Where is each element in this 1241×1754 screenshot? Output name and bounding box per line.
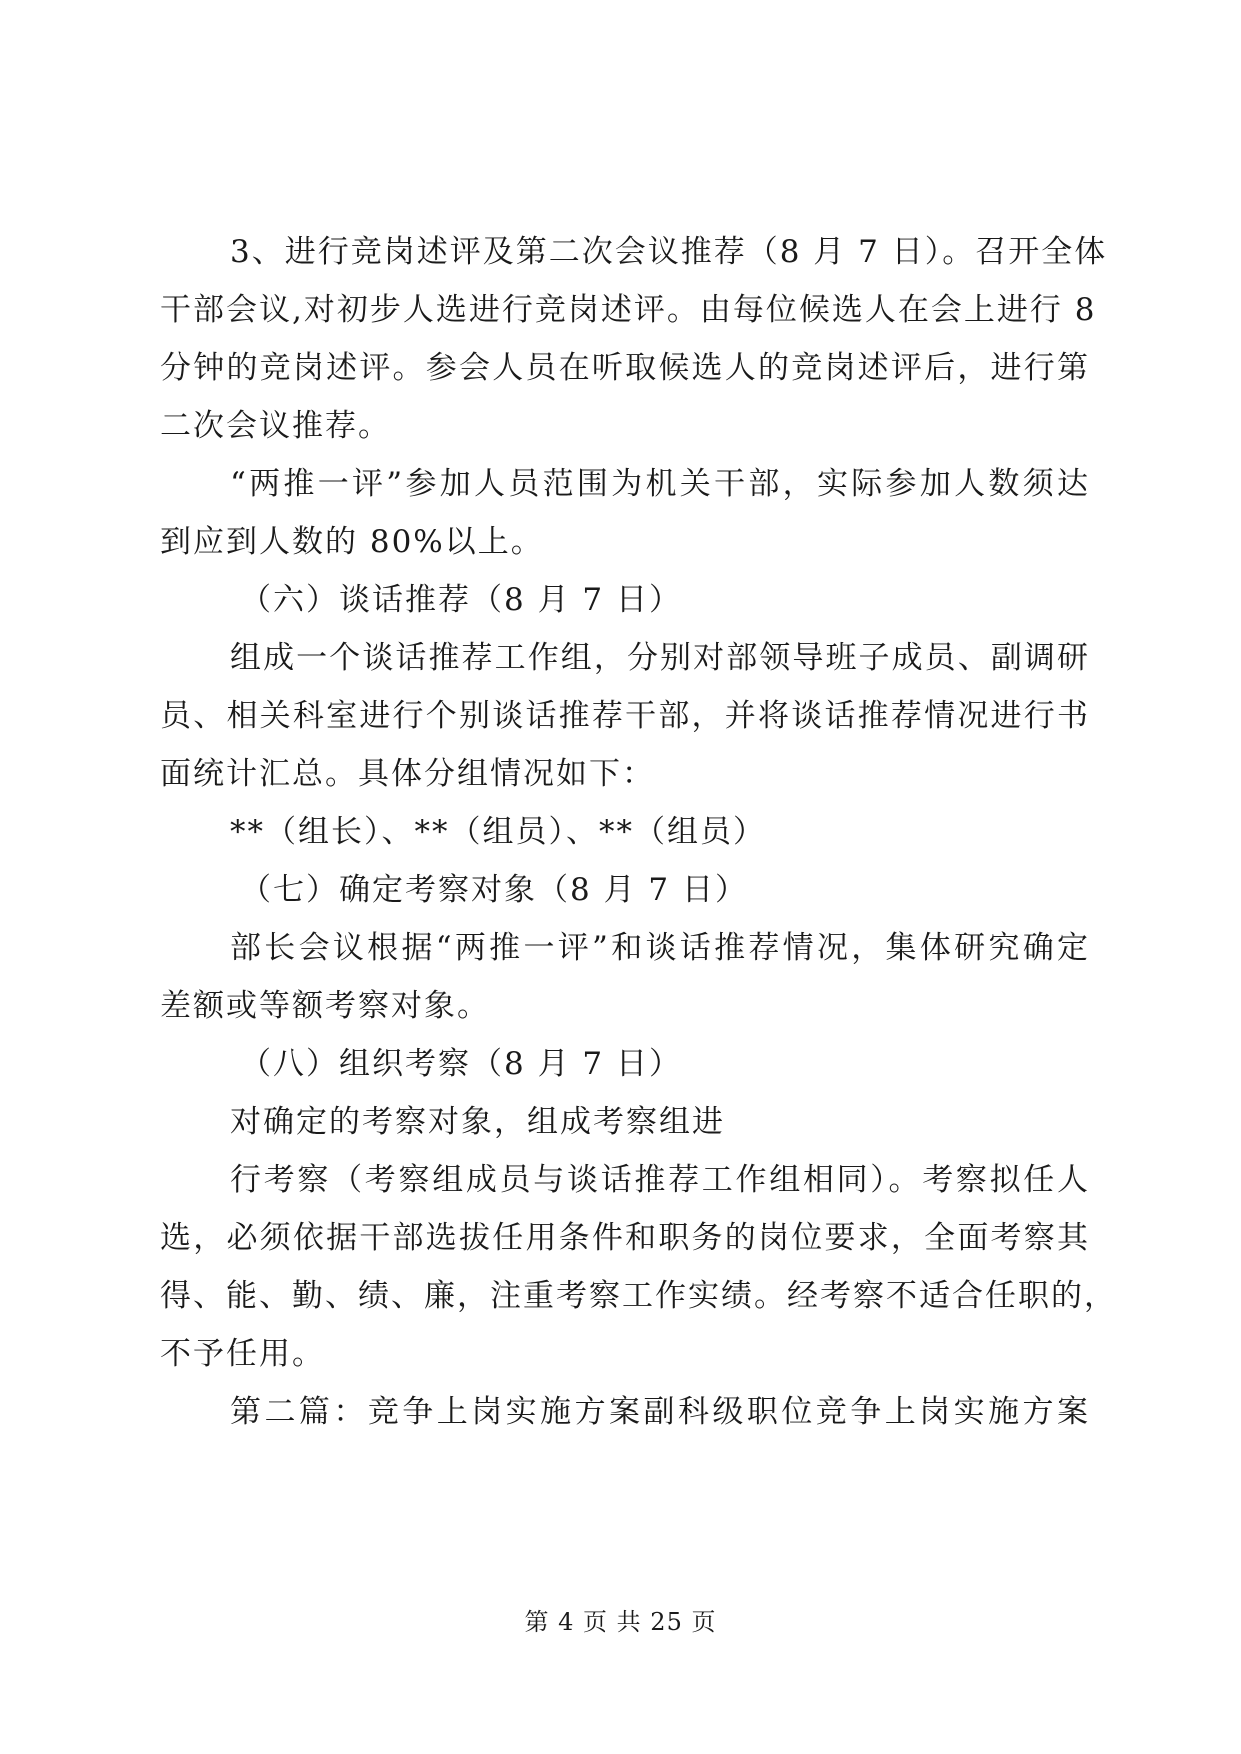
paragraph-line: 分钟的竞岗述评。参会人员在听取候选人的竞岗述评后，进行第 <box>160 350 1090 386</box>
paragraph-line: 干部会议,对初步人选进行竞岗述评。由每位候选人在会上进行 8 <box>160 292 1097 328</box>
paragraph-line: 部长会议根据“两推一评”和谈话推荐情况，集体研究确定 <box>230 930 1090 966</box>
paragraph-line: 行考察（考察组成员与谈话推荐工作组相同）。考察拟任人 <box>230 1162 1090 1198</box>
paragraph-line: 面统计汇总。具体分组情况如下： <box>160 756 655 792</box>
section-heading: （八）组织考察（8 月 7 日） <box>240 1046 683 1082</box>
paragraph-line: 不予任用。 <box>160 1336 325 1372</box>
paragraph-line: 差额或等额考察对象。 <box>160 988 490 1024</box>
paragraph-line: 到应到人数的 80%以上。 <box>160 524 544 560</box>
section-heading: （七）确定考察对象（8 月 7 日） <box>240 872 749 908</box>
chapter-title: 第二篇：竞争上岗实施方案副科级职位竞争上岗实施方案 <box>230 1394 1090 1430</box>
paragraph-line: 对确定的考察对象，组成考察组进 <box>230 1104 725 1140</box>
paragraph-line: 3、进行竞岗述评及第二次会议推荐（8 月 7 日）。召开全体 <box>230 234 1108 270</box>
paragraph-line: 组成一个谈话推荐工作组，分别对部领导班子成员、副调研 <box>230 640 1090 676</box>
paragraph-line: 选，必须依据干部选拔任用条件和职务的岗位要求，全面考察其 <box>160 1220 1090 1256</box>
paragraph-line: 二次会议推荐。 <box>160 408 391 444</box>
paragraph-line: 得、能、勤、绩、廉，注重考察工作实绩。经考察不适合任职的， <box>160 1278 1117 1314</box>
page-number-footer: 第 4 页 共 25 页 <box>524 1608 717 1636</box>
paragraph-line: **（组长）、**（组员）、**（组员） <box>230 814 766 850</box>
section-heading: （六）谈话推荐（8 月 7 日） <box>240 582 683 618</box>
paragraph-line: “两推一评”参加人员范围为机关干部，实际参加人数须达 <box>230 466 1090 502</box>
paragraph-line: 员、相关科室进行个别谈话推荐干部，并将谈话推荐情况进行书 <box>160 698 1090 734</box>
